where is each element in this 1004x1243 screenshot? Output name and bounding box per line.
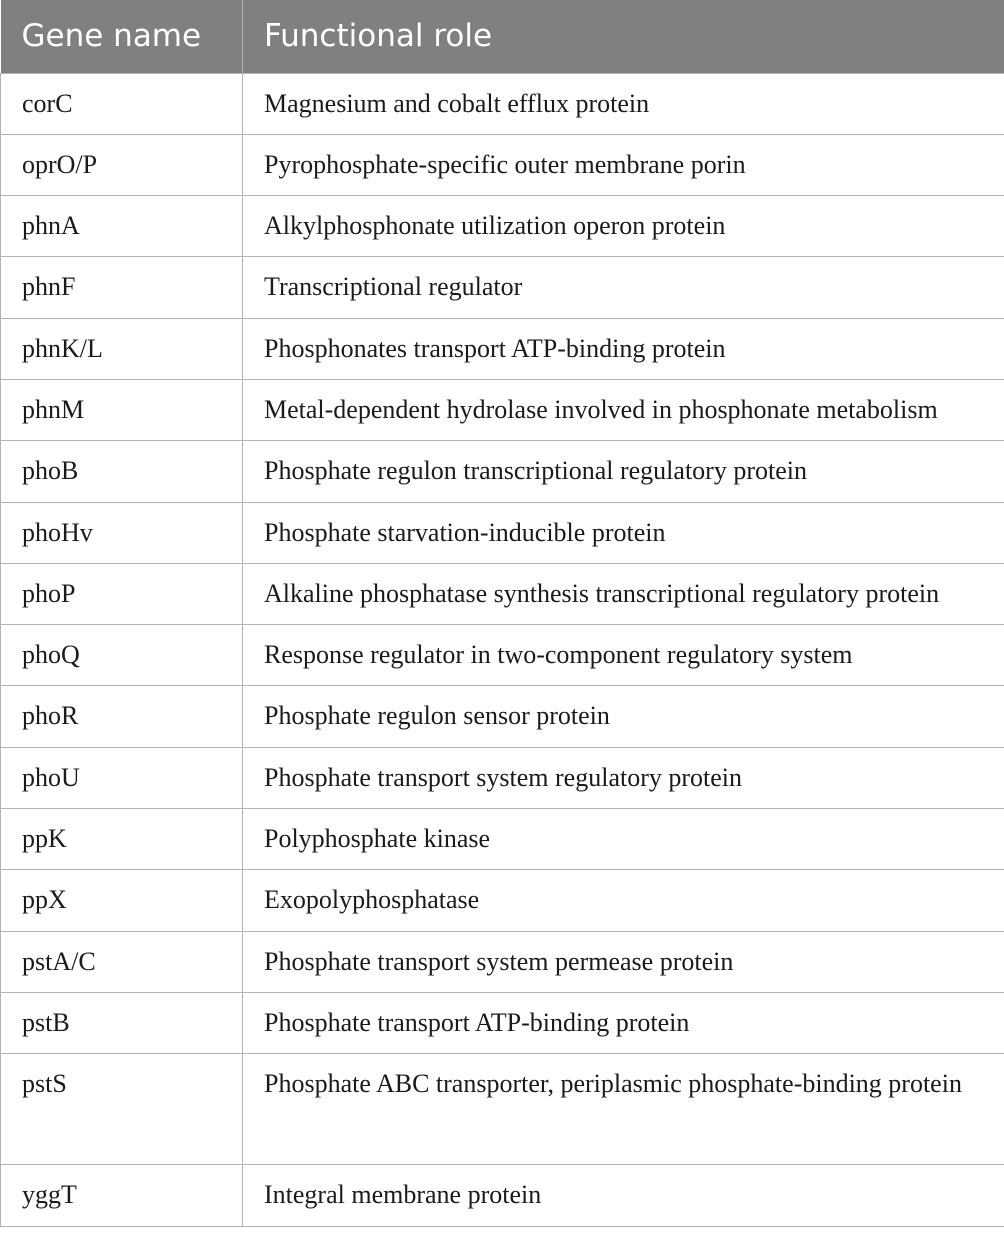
table-row xyxy=(1,502,1004,563)
gene-name-cell: phnF xyxy=(1,257,243,318)
gene-name-cell: pstS xyxy=(1,1054,243,1165)
table-row xyxy=(1,379,1004,440)
table-row xyxy=(1,747,1004,808)
functional-role-cell: Phosphonates transport ATP-binding protein xyxy=(243,318,1004,379)
gene-name-cell: phoR xyxy=(1,686,243,747)
gene-name-cell: phoB xyxy=(1,441,243,502)
functional-role-cell: Transcriptional regulator xyxy=(243,257,1004,318)
functional-role-cell: Pyrophosphate-specific outer membrane porin xyxy=(243,134,1004,195)
functional-role-cell: Phosphate ABC transporter, periplasmic phosphate-binding protein xyxy=(243,1054,1004,1165)
functional-role-cell: Phosphate regulon transcriptional regulatory protein xyxy=(243,441,1004,502)
table-row xyxy=(1,441,1004,502)
gene-name-cell: phnA xyxy=(1,196,243,257)
functional-role-cell: Phosphate transport system permease protein xyxy=(243,931,1004,992)
gene-name-cell: phnM xyxy=(1,379,243,440)
table-row xyxy=(1,563,1004,624)
table-row xyxy=(1,1054,1004,1165)
gene-name-cell: pstB xyxy=(1,992,243,1053)
table-body xyxy=(1,73,1004,1226)
functional-role-cell: Alkaline phosphatase synthesis transcriptional regulatory protein xyxy=(243,563,1004,624)
functional-role-cell: Exopolyphosphatase xyxy=(243,870,1004,931)
table-row xyxy=(1,625,1004,686)
gene-name-cell: phnK/L xyxy=(1,318,243,379)
gene-name-cell: oprO/P xyxy=(1,134,243,195)
gene-name-cell: corC xyxy=(1,73,243,134)
functional-role-cell: Phosphate transport system regulatory protein xyxy=(243,747,1004,808)
table-row xyxy=(1,931,1004,992)
functional-role-cell: Phosphate starvation-inducible protein xyxy=(243,502,1004,563)
functional-role-cell: Magnesium and cobalt efflux protein xyxy=(243,73,1004,134)
gene-name-cell: pstA/C xyxy=(1,931,243,992)
table-row xyxy=(1,686,1004,747)
functional-role-cell: Polyphosphate kinase xyxy=(243,809,1004,870)
functional-role-cell: Phosphate transport ATP-binding protein xyxy=(243,992,1004,1053)
gene-name-cell: phoQ xyxy=(1,625,243,686)
gene-name-cell: ppK xyxy=(1,809,243,870)
functional-role-cell: Alkylphosphonate utilization operon protein xyxy=(243,196,1004,257)
functional-role-cell: Response regulator in two-component regulatory system xyxy=(243,625,1004,686)
header-gene-name: Gene name xyxy=(1,0,243,73)
gene-name-cell: yggT xyxy=(1,1165,243,1226)
table-row xyxy=(1,1165,1004,1226)
table-row xyxy=(1,196,1004,257)
table-row xyxy=(1,992,1004,1053)
gene-name-cell: phoU xyxy=(1,747,243,808)
header-row xyxy=(1,0,1004,73)
functional-role-cell: Phosphate regulon sensor protein xyxy=(243,686,1004,747)
table-row xyxy=(1,134,1004,195)
table-row xyxy=(1,318,1004,379)
table-header xyxy=(1,0,1004,73)
table-row xyxy=(1,257,1004,318)
gene-name-cell: phoP xyxy=(1,563,243,624)
gene-name-cell: phoHv xyxy=(1,502,243,563)
header-functional-role: Functional role xyxy=(243,0,1004,73)
gene-name-cell: ppX xyxy=(1,870,243,931)
table-row xyxy=(1,73,1004,134)
table-row xyxy=(1,870,1004,931)
functional-role-cell: Metal-dependent hydrolase involved in phosphonate metabolism xyxy=(243,379,1004,440)
functional-role-cell: Integral membrane protein xyxy=(243,1165,1004,1226)
table-row xyxy=(1,809,1004,870)
